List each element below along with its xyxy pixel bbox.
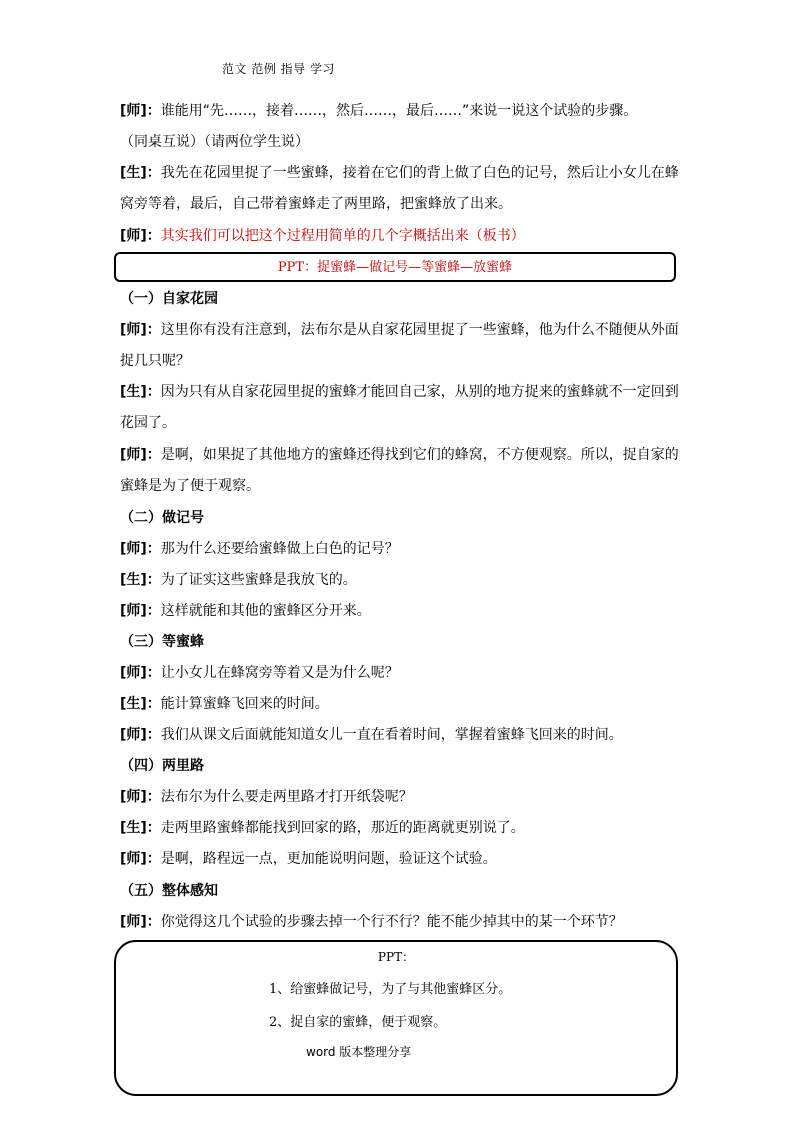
role-label: [师]： bbox=[120, 851, 161, 867]
dialogue-line bbox=[120, 596, 680, 627]
role-label: [师]： bbox=[120, 914, 161, 930]
ppt-summary-box: PPT：捉蜜蜂—做记号—等蜜蜂—放蜜蜂 bbox=[114, 252, 676, 282]
dialogue-text: 你觉得这几个试验的步骤去掉一个行不行？能不能少掉其中的某一个环节？ bbox=[160, 914, 623, 930]
role-label: [师]： bbox=[120, 447, 161, 463]
dialogue-text: 是啊，如果捉了其他地方的蜜蜂还得找到它们的蜂窝，不方便观察。所以，捉自家的蜜蜂是为了便于观察。 bbox=[120, 447, 679, 494]
dialogue-text: 我先在花园里捉了一些蜜蜂，接着在它们的背上做了白色的记号，然后让小女儿在蜂窝旁等着，最后，自己带着蜜蜂走了两里路，把蜜蜂放了出来。 bbox=[120, 165, 679, 212]
page-header: 范文 范例 指导 学习 bbox=[222, 62, 335, 76]
role-label: [师]： bbox=[120, 103, 161, 119]
dialogue-text: 能计算蜜蜂飞回来的时间。 bbox=[160, 696, 329, 712]
role-label: [师]： bbox=[120, 322, 161, 338]
dialogue-line bbox=[120, 565, 680, 596]
dialogue-line bbox=[120, 377, 680, 439]
dialogue-text: 法布尔为什么要走两里路才打开纸袋呢？ bbox=[160, 789, 413, 805]
dialogue-line bbox=[120, 440, 680, 502]
role-label: [师]： bbox=[120, 665, 161, 681]
ppt-box-title: PPT： bbox=[377, 950, 415, 964]
intro-teacher-summary bbox=[120, 221, 680, 252]
ppt-point-1: 1、给蜜蜂做记号，为了与其他蜜蜂区分。 bbox=[269, 982, 512, 997]
page-footer: word 版本整理分享 bbox=[306, 1045, 412, 1059]
section-title-1: （一）自家花园 bbox=[120, 291, 218, 307]
role-label: [生]： bbox=[120, 696, 161, 712]
dialogue-text: 这样就能和其他的蜜蜂区分开来。 bbox=[160, 603, 371, 619]
dialogue-line bbox=[120, 315, 680, 377]
dialogue-text: 我们从课文后面就能知道女儿一直在看着时间，掌握着蜜蜂飞回来的时间。 bbox=[160, 727, 623, 743]
role-label: [师]： bbox=[120, 603, 161, 619]
intro-student-answer bbox=[120, 158, 680, 220]
dialogue-text: 为了证实这些蜜蜂是我放飞的。 bbox=[160, 572, 357, 588]
role-label: [生]： bbox=[120, 572, 161, 588]
dialogue-text: 其实我们可以把这个过程用简单的几个字概括出来（板书） bbox=[160, 228, 525, 244]
role-label: [生]： bbox=[120, 820, 161, 836]
dialogue-text: 谁能用“先……，接着……，然后……，最后……”来说一说这个试验的步骤。 bbox=[160, 103, 638, 119]
section-title-2: （二）做记号 bbox=[120, 510, 204, 526]
dialogue-text: 那为什么还要给蜜蜂做上白色的记号？ bbox=[160, 541, 399, 557]
dialogue-text: 这里你有没有注意到，法布尔是从自家花园里捉了一些蜜蜂，他为什么不随便从外面捉几只呢？ bbox=[120, 322, 679, 369]
role-label: [师]： bbox=[120, 228, 161, 244]
role-label: [师]： bbox=[120, 541, 161, 557]
intro-note: （同桌互说）（请两位学生说） bbox=[120, 134, 309, 150]
intro-teacher-question bbox=[120, 96, 680, 127]
section-title-4: （四）两里路 bbox=[120, 758, 204, 774]
ppt-point-2: 2、捉自家的蜜蜂，便于观察。 bbox=[269, 1015, 447, 1030]
dialogue-text: 让小女儿在蜂窝旁等着又是为什么呢？ bbox=[160, 665, 399, 681]
section-title-3: （三）等蜜蜂 bbox=[120, 634, 204, 650]
section-title-5: （五）整体感知 bbox=[120, 883, 218, 899]
dialogue-line bbox=[120, 720, 680, 751]
dialogue-text: 走两里路蜜蜂都能找到回家的路，那近的距离就更别说了。 bbox=[160, 820, 525, 836]
dialogue-line bbox=[120, 813, 680, 844]
role-label: [师]： bbox=[120, 727, 161, 743]
dialogue-line bbox=[120, 907, 680, 938]
role-label: [师]： bbox=[120, 789, 161, 805]
role-label: [生]： bbox=[120, 165, 161, 181]
dialogue-text: 是啊，路程远一点，更加能说明问题，验证这个试验。 bbox=[160, 851, 497, 867]
dialogue-line bbox=[120, 658, 680, 689]
role-label: [生]： bbox=[120, 384, 161, 400]
ppt-conclusion-box bbox=[114, 940, 678, 1096]
dialogue-line bbox=[120, 844, 680, 875]
dialogue-text: 因为只有从自家花园里捉的蜜蜂才能回自己家，从别的地方捉来的蜜蜂就不一定回到花园了。 bbox=[120, 384, 679, 431]
dialogue-line bbox=[120, 689, 680, 720]
dialogue-line bbox=[120, 534, 680, 565]
dialogue-line bbox=[120, 782, 680, 813]
